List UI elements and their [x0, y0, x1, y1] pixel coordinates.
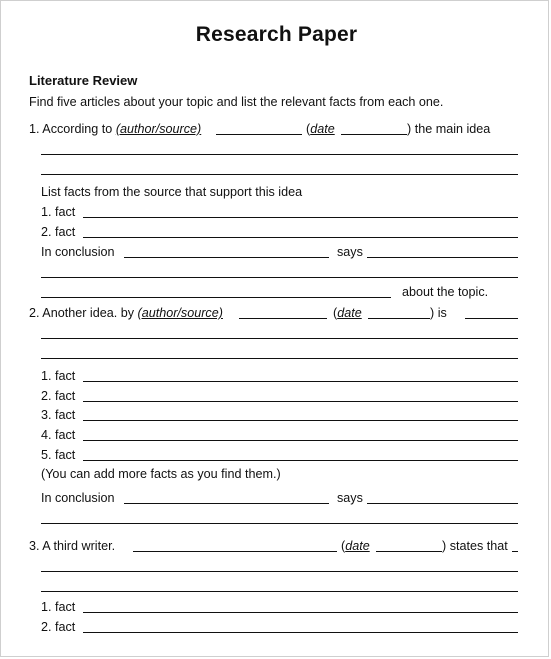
item-2-date-close: ) — [430, 306, 435, 320]
item-2-answer-line-3[interactable] — [41, 523, 518, 524]
item-1-author-label: (author/source) — [115, 122, 202, 136]
item-2-fact-5-label: 5. fact — [41, 448, 76, 462]
item-3-tail — [442, 538, 508, 554]
item-1-facts-intro: List facts from the source that support this idea — [41, 185, 303, 199]
item-1-says-field[interactable] — [367, 257, 518, 258]
item-3-fact-2-label: 2. fact — [41, 620, 76, 634]
item-2-author-field[interactable] — [239, 318, 327, 319]
item-3-fact-1-field[interactable] — [83, 612, 518, 613]
item-2-answer-line-1[interactable] — [41, 338, 518, 339]
item-1-about-label: about the topic. — [402, 285, 489, 299]
item-3-tail-text: states that — [449, 539, 508, 553]
item-2-is-group — [430, 305, 447, 321]
item-1-tail — [407, 121, 490, 137]
item-2-fact-4-label: 4. fact — [41, 428, 76, 442]
item-1-lead — [29, 121, 201, 137]
item-1-says-label: says — [337, 245, 363, 259]
item-2-date-open: ( — [333, 306, 338, 320]
item-3-date-group — [341, 538, 370, 554]
item-2-date-label: date — [337, 306, 362, 320]
item-1-lead-text: 1. According to — [29, 122, 116, 136]
item-1-author-field[interactable] — [216, 134, 302, 135]
item-1-answer-line-3[interactable] — [41, 277, 518, 278]
item-1-fact-2-field[interactable] — [83, 237, 518, 238]
item-2-fact-1-field[interactable] — [83, 381, 518, 382]
item-3-answer-line-2[interactable] — [41, 591, 518, 592]
item-1-date-field[interactable] — [341, 134, 407, 135]
item-2-fact-5-field[interactable] — [83, 460, 518, 461]
item-2-fact-2-field[interactable] — [83, 401, 518, 402]
item-2-lead-text: 2. Another idea. by — [29, 306, 138, 320]
item-3-fact-2-field[interactable] — [83, 632, 518, 633]
item-2-is-label: is — [437, 306, 447, 320]
section-heading: Literature Review — [29, 73, 138, 88]
item-2-lead — [29, 305, 223, 321]
item-2-date-field[interactable] — [368, 318, 430, 319]
item-2-says-label: says — [337, 491, 363, 505]
item-3-writer-field[interactable] — [133, 551, 337, 552]
item-1-answer-line-1[interactable] — [41, 154, 518, 155]
item-1-date-close: ) — [407, 122, 412, 136]
item-3-date-label: date — [345, 539, 370, 553]
item-1-fact-2-label: 2. fact — [41, 225, 76, 239]
item-3-date-close: ) — [442, 539, 447, 553]
item-3-tail-field[interactable] — [512, 551, 518, 552]
item-2-fact-2-label: 2. fact — [41, 389, 76, 403]
item-3-answer-line-1[interactable] — [41, 571, 518, 572]
item-1-date-group — [306, 121, 335, 137]
item-1-fact-1-field[interactable] — [83, 217, 518, 218]
item-2-fact-4-field[interactable] — [83, 440, 518, 441]
item-1-conclusion-field[interactable] — [124, 257, 329, 258]
item-3-date-field[interactable] — [376, 551, 442, 552]
item-1-fact-1-label: 1. fact — [41, 205, 76, 219]
item-3-date-open: ( — [341, 539, 346, 553]
item-2-fact-3-field[interactable] — [83, 420, 518, 421]
item-2-note: (You can add more facts as you find them.) — [41, 467, 281, 481]
item-2-conclusion-field[interactable] — [124, 503, 329, 504]
item-1-tail-text: the main idea — [411, 122, 491, 136]
item-1-answer-line-2[interactable] — [41, 174, 518, 175]
item-1-date-open: ( — [306, 122, 311, 136]
item-3-lead: 3. A third writer. — [29, 539, 116, 553]
item-2-says-field[interactable] — [367, 503, 518, 504]
item-2-author-label: (author/source) — [137, 306, 223, 320]
page-title: Research Paper — [195, 23, 358, 46]
item-2-fact-1-label: 1. fact — [41, 369, 76, 383]
item-2-is-field[interactable] — [465, 318, 518, 319]
item-1-conclusion-label: In conclusion — [41, 245, 115, 259]
instruction-text: Find five articles about your topic and list the relevant facts from each one. — [29, 95, 444, 109]
item-3-fact-1-label: 1. fact — [41, 600, 76, 614]
item-2-fact-3-label: 3. fact — [41, 408, 76, 422]
item-1-answer-line-4[interactable] — [41, 297, 391, 298]
item-2-date-group — [333, 305, 362, 321]
item-2-conclusion-label: In conclusion — [41, 491, 115, 505]
item-2-answer-line-2[interactable] — [41, 358, 518, 359]
item-1-date-label: date — [310, 122, 335, 136]
